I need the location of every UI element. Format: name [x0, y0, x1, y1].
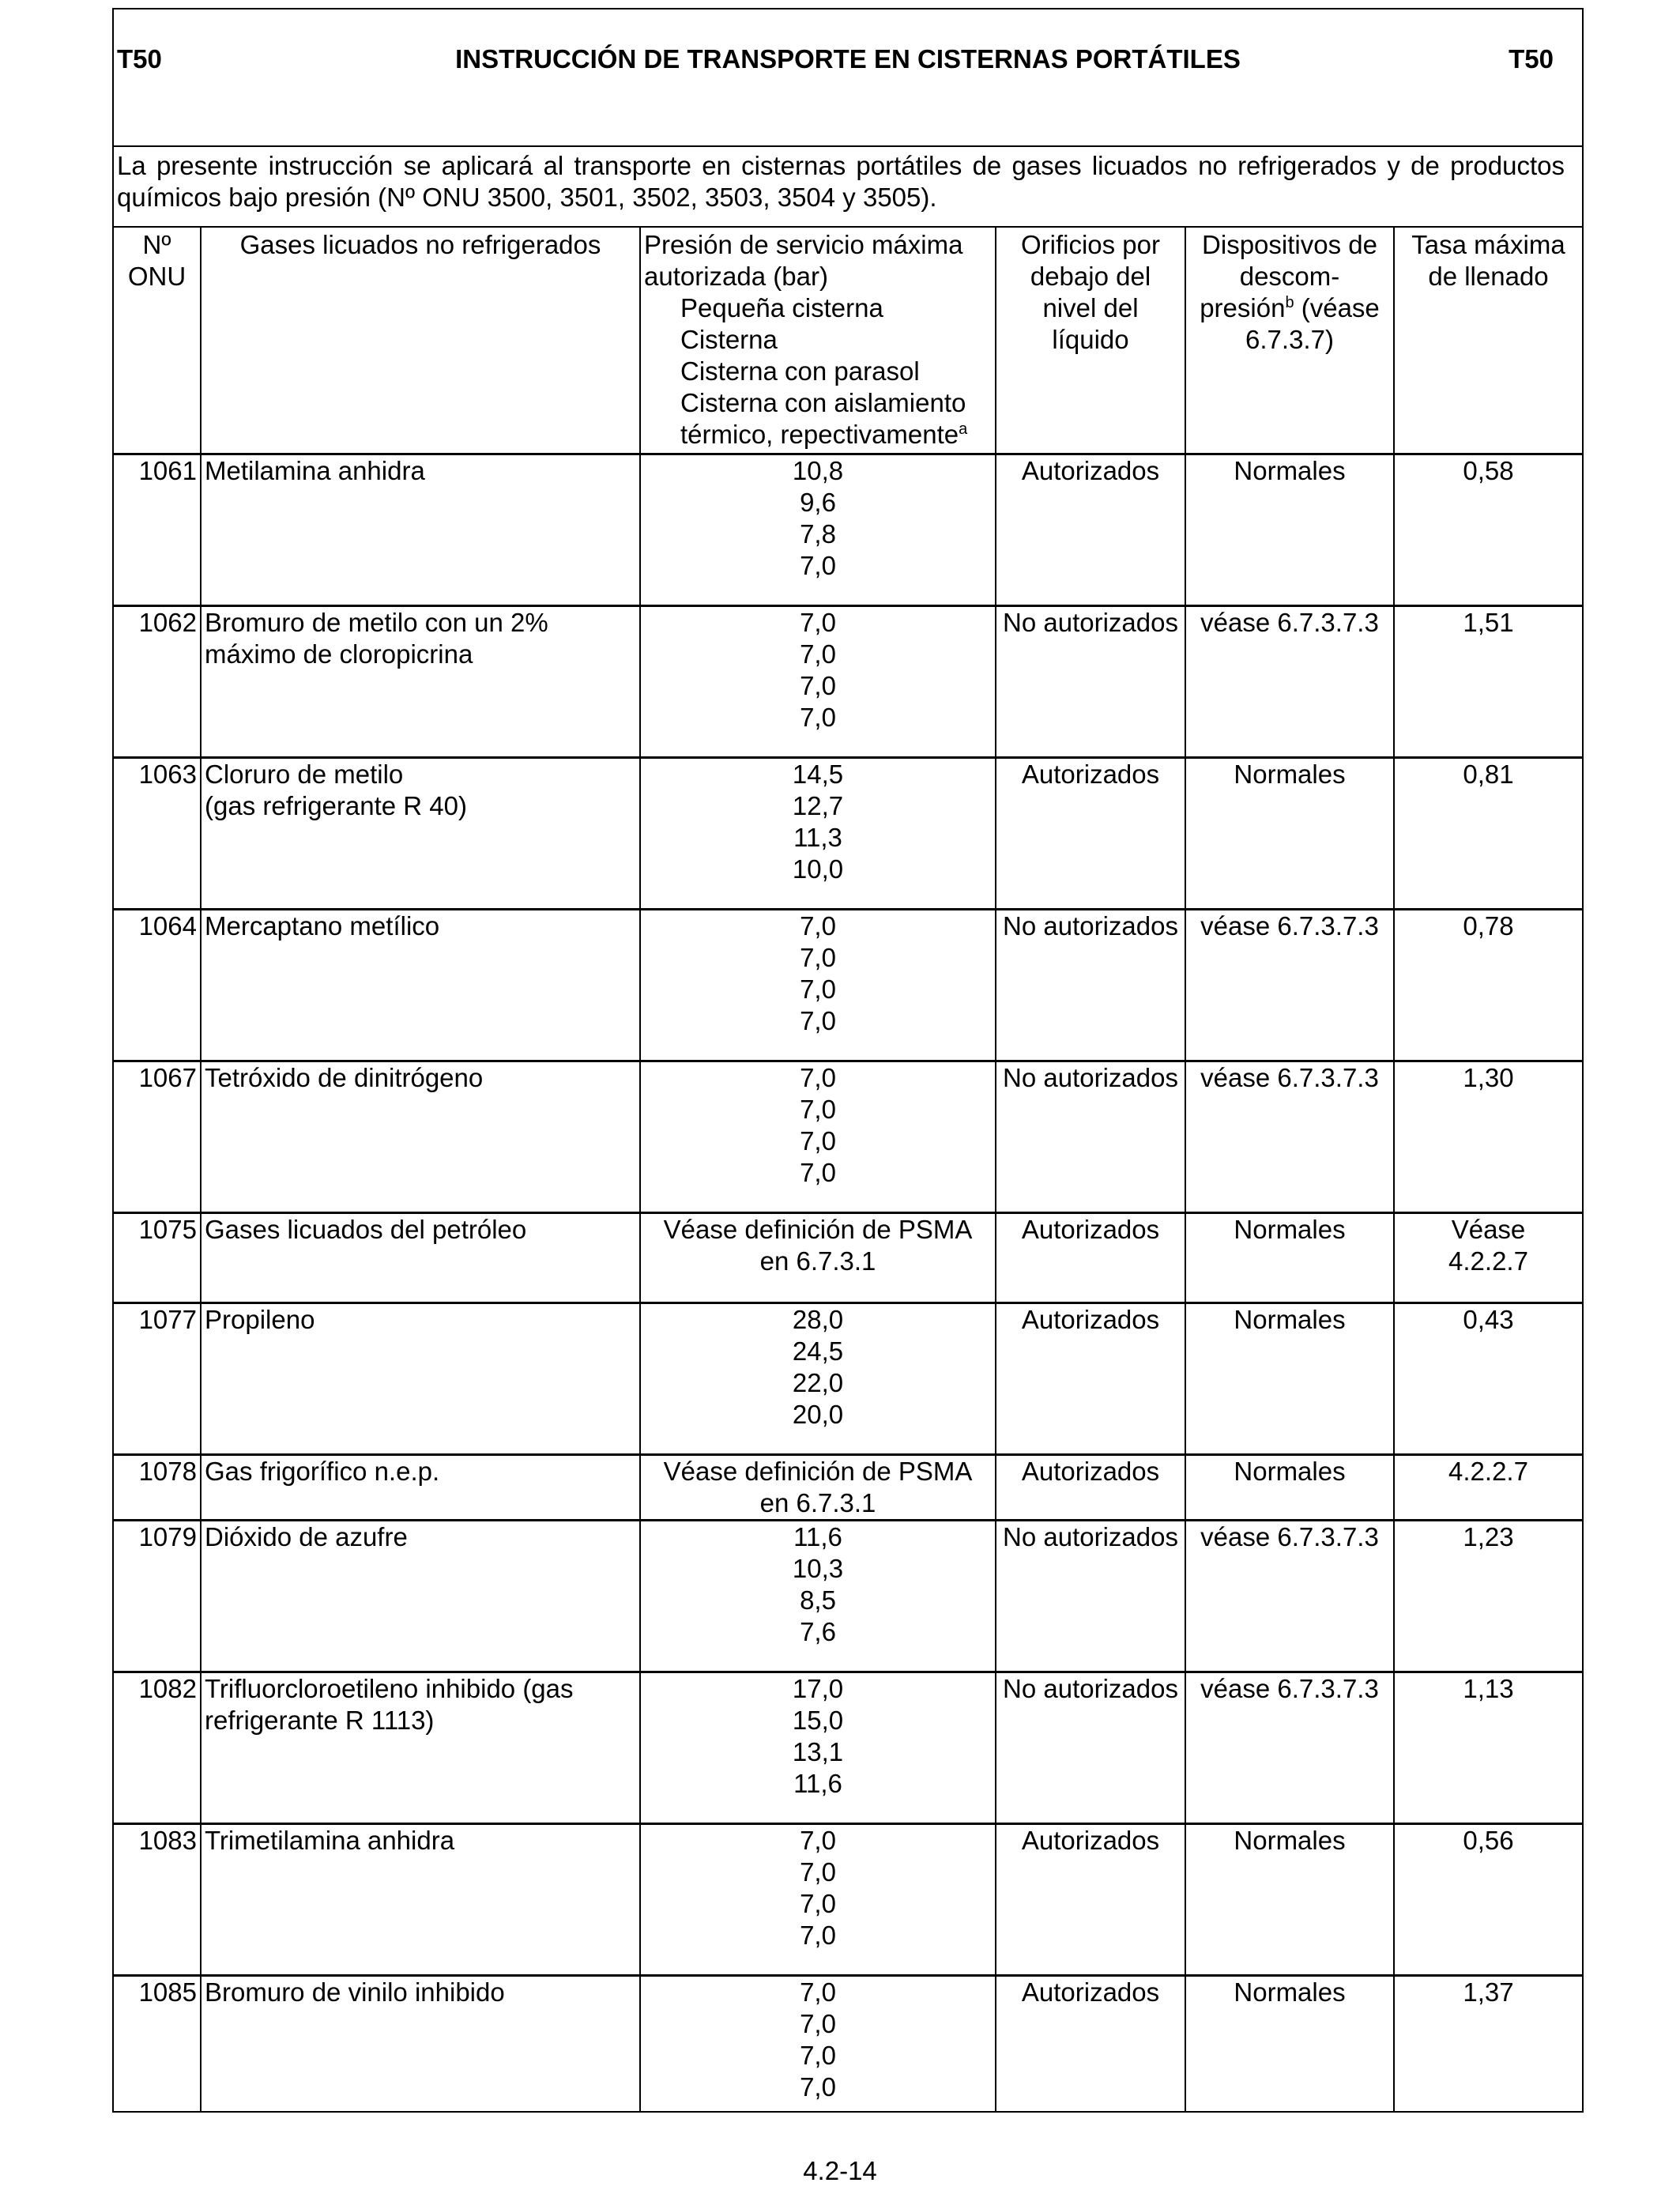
col-header-relief	[1185, 228, 1394, 454]
cell-openings	[996, 454, 1185, 605]
openings-text: Autorizados	[1021, 455, 1160, 485]
col-header-un-line1: Nº	[142, 230, 171, 259]
gas-name-text: Metilamina anhidra	[205, 455, 425, 485]
cell-pressure	[640, 1212, 996, 1302]
col-header-filling	[1394, 228, 1582, 454]
cell-filling	[1394, 909, 1582, 1061]
cell-gas-name	[201, 1212, 640, 1302]
relief-text: véase 6.7.3.7.3	[1200, 910, 1379, 941]
cell-gas-name	[201, 605, 640, 757]
cell-gas-name	[201, 1454, 640, 1520]
instruction-header	[114, 9, 1582, 147]
pressure-value: Véase definición de PSMA	[663, 1456, 973, 1486]
relief-text: Normales	[1234, 455, 1346, 485]
cell-openings	[996, 1061, 1185, 1212]
cell-pressure	[640, 1975, 996, 2111]
un-number-text: 1078	[138, 1456, 197, 1486]
filling-text: 0,58	[1463, 455, 1514, 485]
pressure-value: 7,0	[800, 1888, 836, 1918]
cell-filling	[1394, 605, 1582, 757]
gas-name-text: Gases licuados del petróleo	[205, 1214, 527, 1244]
pressure-value: 7,0	[800, 1825, 836, 1855]
cell-filling	[1394, 1302, 1582, 1454]
table-row	[114, 909, 1582, 1061]
pressure-value: 7,0	[800, 1157, 836, 1187]
pressure-value: 7,0	[800, 1857, 836, 1887]
cell-filling	[1394, 1520, 1582, 1672]
gas-name-text: Dióxido de azufre	[205, 1521, 408, 1551]
gas-name-text-line2: (gas refrigerante R 40)	[205, 790, 467, 820]
un-number-text: 1067	[138, 1062, 197, 1092]
gas-name-text-line2: refrigerante R 1113)	[205, 1705, 435, 1735]
cell-gas-name	[201, 1823, 640, 1975]
pressure-value: 7,0	[800, 974, 836, 1004]
cell-openings	[996, 1454, 1185, 1520]
cell-gas-name	[201, 1520, 640, 1672]
pressure-value: 11,6	[793, 1521, 842, 1551]
openings-text: No autorizados	[1003, 607, 1178, 637]
cell-openings	[996, 1212, 1185, 1302]
pressure-value: 7,0	[800, 550, 836, 580]
table-row	[114, 1975, 1582, 2111]
cell-relief	[1185, 1520, 1394, 1672]
cell-relief	[1185, 605, 1394, 757]
cell-un-number	[114, 1520, 201, 1672]
filling-text: 0,56	[1463, 1825, 1514, 1855]
table-row	[114, 1454, 1582, 1520]
pressure-value: Véase definición de PSMA	[663, 1214, 973, 1244]
intro-paragraph: La presente instrucción se aplicará al transporte en cisternas portátiles de gases licuados no refrigerados y de productos químicos bajo presión (Nº ONU 3500, 3501, 3502, 3503, 3504 y 3505).	[114, 147, 1582, 228]
table-row	[114, 605, 1582, 757]
table-row	[114, 1520, 1582, 1672]
gas-name-text: Bromuro de metilo con un 2%	[205, 607, 548, 637]
relief-text: véase 6.7.3.7.3	[1200, 1673, 1379, 1703]
relief-text: véase 6.7.3.7.3	[1200, 607, 1379, 637]
cell-filling	[1394, 1672, 1582, 1823]
pressure-value: 7,0	[800, 1977, 836, 2007]
col-header-openings-3: nivel del	[1042, 293, 1139, 322]
cell-filling	[1394, 1061, 1582, 1212]
filling-text: 4.2.2.7	[1448, 1456, 1528, 1486]
openings-text: No autorizados	[1003, 1521, 1178, 1551]
instruction-code-right: T50	[1509, 44, 1554, 74]
col-header-pressure-line1: Presión de servicio máxima	[644, 230, 963, 259]
filling-text: 0,81	[1463, 759, 1514, 789]
pressure-value: 8,5	[800, 1585, 836, 1615]
un-number-text: 1077	[138, 1304, 197, 1334]
cell-pressure	[640, 1672, 996, 1823]
un-number-text: 1061	[138, 455, 197, 485]
cell-openings	[996, 1823, 1185, 1975]
cell-relief	[1185, 1975, 1394, 2111]
openings-text: Autorizados	[1021, 759, 1160, 789]
cell-relief	[1185, 1302, 1394, 1454]
cell-pressure	[640, 757, 996, 909]
un-number-text: 1062	[138, 607, 197, 637]
cell-un-number	[114, 1823, 201, 1975]
filling-text: 1,51	[1463, 607, 1514, 637]
col-header-filling-2: de llenado	[1428, 262, 1549, 291]
relief-text: Normales	[1234, 1214, 1346, 1244]
cell-relief	[1185, 1454, 1394, 1520]
gas-name-text: Trimetilamina anhidra	[205, 1825, 455, 1855]
col-header-pressure	[640, 228, 996, 454]
col-header-relief-4: (véase	[1294, 293, 1380, 322]
pressure-value: 17,0	[792, 1673, 844, 1703]
col-header-filling-1: Tasa máxima	[1411, 230, 1565, 259]
pressure-value: 15,0	[792, 1705, 844, 1735]
pressure-value: en 6.7.3.1	[759, 1246, 876, 1276]
cell-relief	[1185, 454, 1394, 605]
pressure-value: 22,0	[792, 1367, 844, 1397]
filling-text: 0,43	[1463, 1304, 1514, 1334]
relief-text: Normales	[1234, 1825, 1346, 1855]
pressure-value: 7,0	[800, 2008, 836, 2038]
table-row	[114, 1672, 1582, 1823]
cell-pressure	[640, 1061, 996, 1212]
col-header-pressure-sub4: Cisterna con aislamiento	[680, 388, 966, 417]
filling-text: Véase	[1451, 1214, 1526, 1244]
instruction-frame	[112, 8, 1584, 2113]
pressure-value: 28,0	[792, 1304, 844, 1334]
col-header-openings-2: debajo del	[1030, 262, 1151, 291]
footnote-b-marker: b	[1285, 294, 1294, 311]
gas-name-text: Bromuro de vinilo inhibido	[205, 1977, 505, 2007]
un-number-text: 1083	[138, 1825, 197, 1855]
col-header-openings	[996, 228, 1185, 454]
pressure-value: 10,8	[792, 455, 844, 485]
un-number-text: 1085	[138, 1977, 197, 2007]
gas-name-text: Mercaptano metílico	[205, 910, 440, 941]
cell-gas-name	[201, 1672, 640, 1823]
cell-openings	[996, 757, 1185, 909]
pressure-value: en 6.7.3.1	[759, 1487, 876, 1517]
cell-filling	[1394, 1975, 1582, 2111]
cell-un-number	[114, 909, 201, 1061]
col-header-pressure-sub1: Pequeña cisterna	[680, 293, 883, 322]
cell-pressure	[640, 1302, 996, 1454]
relief-text: véase 6.7.3.7.3	[1200, 1062, 1379, 1092]
col-header-pressure-line2: autorizada (bar)	[644, 262, 828, 291]
col-header-relief-3: presión	[1200, 293, 1286, 322]
cell-relief	[1185, 1672, 1394, 1823]
col-header-un-line2: ONU	[127, 262, 186, 291]
cell-relief	[1185, 1212, 1394, 1302]
pressure-value: 7,8	[800, 518, 836, 548]
openings-text: No autorizados	[1003, 1673, 1178, 1703]
pressure-value: 7,0	[800, 1005, 836, 1035]
filling-text: 1,23	[1463, 1521, 1514, 1551]
col-header-gases: Gases licuados no refrigerados	[201, 228, 640, 454]
un-number-text: 1082	[138, 1673, 197, 1703]
cell-openings	[996, 1975, 1185, 2111]
cell-pressure	[640, 605, 996, 757]
filling-text: 1,30	[1463, 1062, 1514, 1092]
cell-pressure	[640, 909, 996, 1061]
table-row	[114, 757, 1582, 909]
pressure-value: 10,3	[792, 1553, 844, 1583]
gas-name-text: Trifluorcloroetileno inhibido (gas	[205, 1673, 574, 1703]
pressure-value: 14,5	[792, 759, 844, 789]
col-header-relief-1: Dispositivos de	[1202, 230, 1377, 259]
openings-text: Autorizados	[1021, 1214, 1160, 1244]
pressure-value: 9,6	[800, 487, 836, 517]
cell-un-number	[114, 757, 201, 909]
pressure-value: 7,0	[800, 1125, 836, 1155]
table-row	[114, 454, 1582, 605]
relief-text: Normales	[1234, 1456, 1346, 1486]
table-body	[114, 454, 1582, 2111]
openings-text: Autorizados	[1021, 1456, 1160, 1486]
cell-un-number	[114, 1061, 201, 1212]
cell-un-number	[114, 605, 201, 757]
instruction-code-left: T50	[117, 44, 162, 74]
cell-un-number	[114, 1212, 201, 1302]
gas-name-text: Tetróxido de dinitrógeno	[205, 1062, 484, 1092]
cell-filling	[1394, 1212, 1582, 1302]
footnote-a-marker: a	[959, 420, 968, 438]
page-number: 4.2-14	[803, 2156, 877, 2185]
pressure-value: 7,0	[800, 1062, 836, 1092]
pressure-value: 7,0	[800, 1094, 836, 1124]
filling-text: 1,37	[1463, 1977, 1514, 2007]
cell-un-number	[114, 1454, 201, 1520]
pressure-value: 7,0	[800, 2040, 836, 2070]
cell-relief	[1185, 757, 1394, 909]
cell-gas-name	[201, 1302, 640, 1454]
table-row	[114, 1823, 1582, 1975]
cell-filling	[1394, 757, 1582, 909]
pressure-value: 11,6	[793, 1768, 842, 1798]
cell-relief	[1185, 1823, 1394, 1975]
openings-text: No autorizados	[1003, 1062, 1178, 1092]
instruction-title: INSTRUCCIÓN DE TRANSPORTE EN CISTERNAS PORTÁTILES	[455, 44, 1241, 74]
cell-relief	[1185, 909, 1394, 1061]
pressure-value: 7,0	[800, 942, 836, 972]
col-header-openings-1: Orificios por	[1020, 230, 1161, 259]
openings-text: No autorizados	[1003, 910, 1178, 941]
pressure-value: 7,0	[800, 639, 836, 669]
col-header-pressure-sub3: Cisterna con parasol	[680, 356, 920, 386]
gas-name-text: Propileno	[205, 1304, 315, 1334]
pressure-value: 12,7	[792, 790, 844, 820]
pressure-value: 7,0	[800, 910, 836, 941]
pressure-value: 7,0	[800, 607, 836, 637]
openings-text: Autorizados	[1021, 1977, 1160, 2007]
cell-openings	[996, 605, 1185, 757]
cell-un-number	[114, 454, 201, 605]
cell-relief	[1185, 1061, 1394, 1212]
pressure-value: 10,0	[792, 854, 844, 884]
pressure-value: 11,3	[793, 822, 842, 852]
cell-openings	[996, 1302, 1185, 1454]
cell-filling	[1394, 1454, 1582, 1520]
cell-filling	[1394, 454, 1582, 605]
cell-gas-name	[201, 909, 640, 1061]
un-number-text: 1079	[138, 1521, 197, 1551]
gas-name-text: Gas frigorífico n.e.p.	[205, 1456, 440, 1486]
relief-text: véase 6.7.3.7.3	[1200, 1521, 1379, 1551]
col-header-relief-5: 6.7.3.7)	[1245, 325, 1334, 354]
cell-openings	[996, 1672, 1185, 1823]
filling-text: 1,13	[1463, 1673, 1514, 1703]
cell-pressure	[640, 454, 996, 605]
gas-name-text-line2: máximo de cloropicrina	[205, 639, 473, 669]
cell-gas-name	[201, 1061, 640, 1212]
gas-table	[114, 228, 1582, 2111]
cell-un-number	[114, 1302, 201, 1454]
col-header-pressure-sub5-wrap	[644, 419, 992, 450]
openings-text: Autorizados	[1021, 1304, 1160, 1334]
cell-un-number	[114, 1672, 201, 1823]
col-header-pressure-sub2: Cisterna	[680, 325, 778, 354]
relief-text: Normales	[1234, 1304, 1346, 1334]
pressure-value: 7,0	[800, 670, 836, 700]
un-number-text: 1064	[138, 910, 197, 941]
col-header-openings-4: líquido	[1052, 325, 1129, 354]
cell-gas-name	[201, 454, 640, 605]
openings-text: Autorizados	[1021, 1825, 1160, 1855]
relief-text: Normales	[1234, 759, 1346, 789]
un-number-text: 1063	[138, 759, 197, 789]
table-header-row	[114, 228, 1582, 454]
col-header-relief-2: descom-	[1239, 262, 1340, 291]
col-header-pressure-sub5: térmico, repectivamente	[680, 420, 959, 449]
cell-pressure	[640, 1454, 996, 1520]
pressure-value: 7,0	[800, 702, 836, 732]
relief-text: Normales	[1234, 1977, 1346, 2007]
gas-name-text: Cloruro de metilo	[205, 759, 404, 789]
pressure-value: 7,0	[800, 1920, 836, 1950]
cell-filling	[1394, 1823, 1582, 1975]
cell-pressure	[640, 1520, 996, 1672]
pressure-value: 24,5	[792, 1336, 844, 1366]
cell-gas-name	[201, 1975, 640, 2111]
col-header-un	[114, 228, 201, 454]
table-row	[114, 1212, 1582, 1302]
cell-gas-name	[201, 757, 640, 909]
pressure-value: 7,0	[800, 2071, 836, 2102]
cell-openings	[996, 1520, 1185, 1672]
un-number-text: 1075	[138, 1214, 197, 1244]
pressure-value: 20,0	[792, 1399, 844, 1429]
pressure-value: 13,1	[792, 1736, 844, 1766]
table-row	[114, 1061, 1582, 1212]
cell-pressure	[640, 1823, 996, 1975]
cell-openings	[996, 909, 1185, 1061]
table-row	[114, 1302, 1582, 1454]
filling-text: 0,78	[1463, 910, 1514, 941]
filling-text-line2: 4.2.2.7	[1448, 1246, 1528, 1276]
cell-un-number	[114, 1975, 201, 2111]
pressure-value: 7,6	[800, 1616, 836, 1646]
